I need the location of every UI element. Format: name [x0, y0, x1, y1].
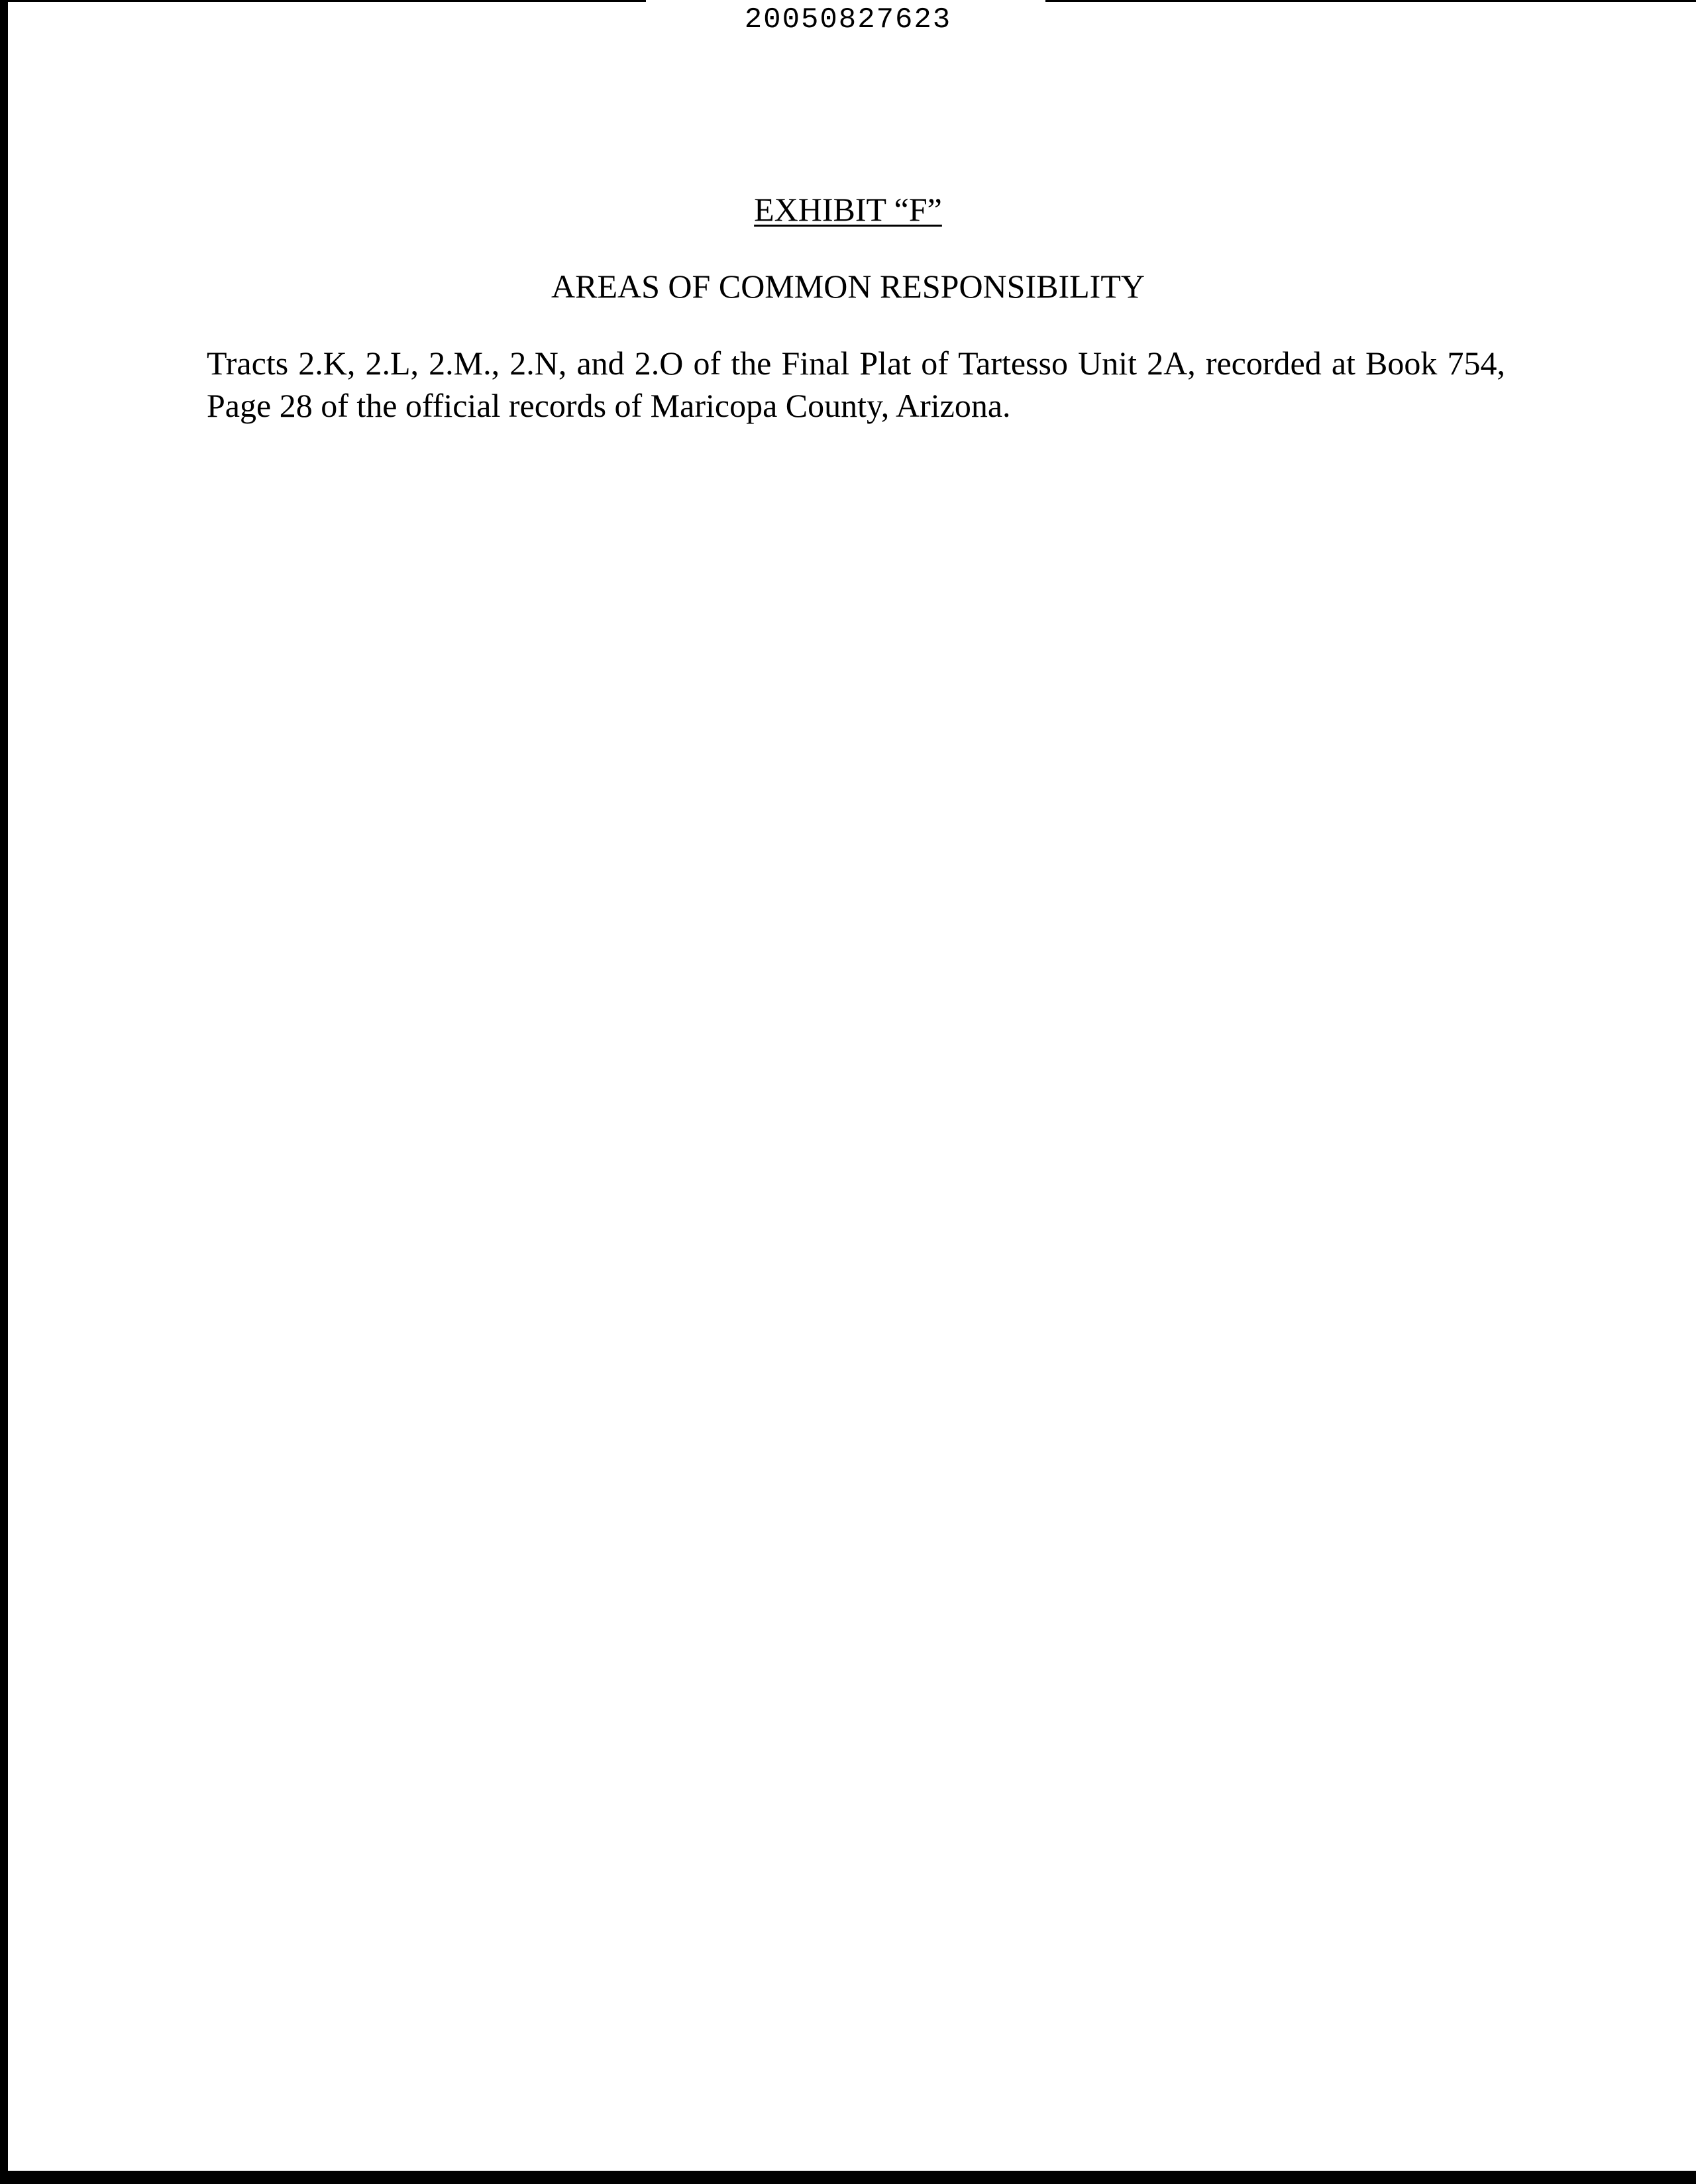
scan-border-left [0, 0, 8, 2184]
section-heading: AREAS OF COMMON RESPONSIBILITY [551, 268, 1145, 305]
body-line: Tracts 2.K, 2.L, 2.M., 2.N, and 2.O of the Final Plat of Tartesso Unit 2A, recorded at Book 754, [207, 345, 1505, 382]
body-paragraph [207, 342, 1505, 427]
scan-border-top-right [1045, 0, 1696, 2]
exhibit-title-container [0, 190, 1696, 229]
body-line: Page 28 of the official records of Maricopa County, Arizona. [207, 387, 1011, 424]
scan-border-top-left [0, 0, 646, 2]
exhibit-title: EXHIBIT “F” [754, 191, 942, 228]
recording-number: 20050827623 [744, 3, 952, 36]
scan-border-bottom [0, 2171, 1696, 2184]
